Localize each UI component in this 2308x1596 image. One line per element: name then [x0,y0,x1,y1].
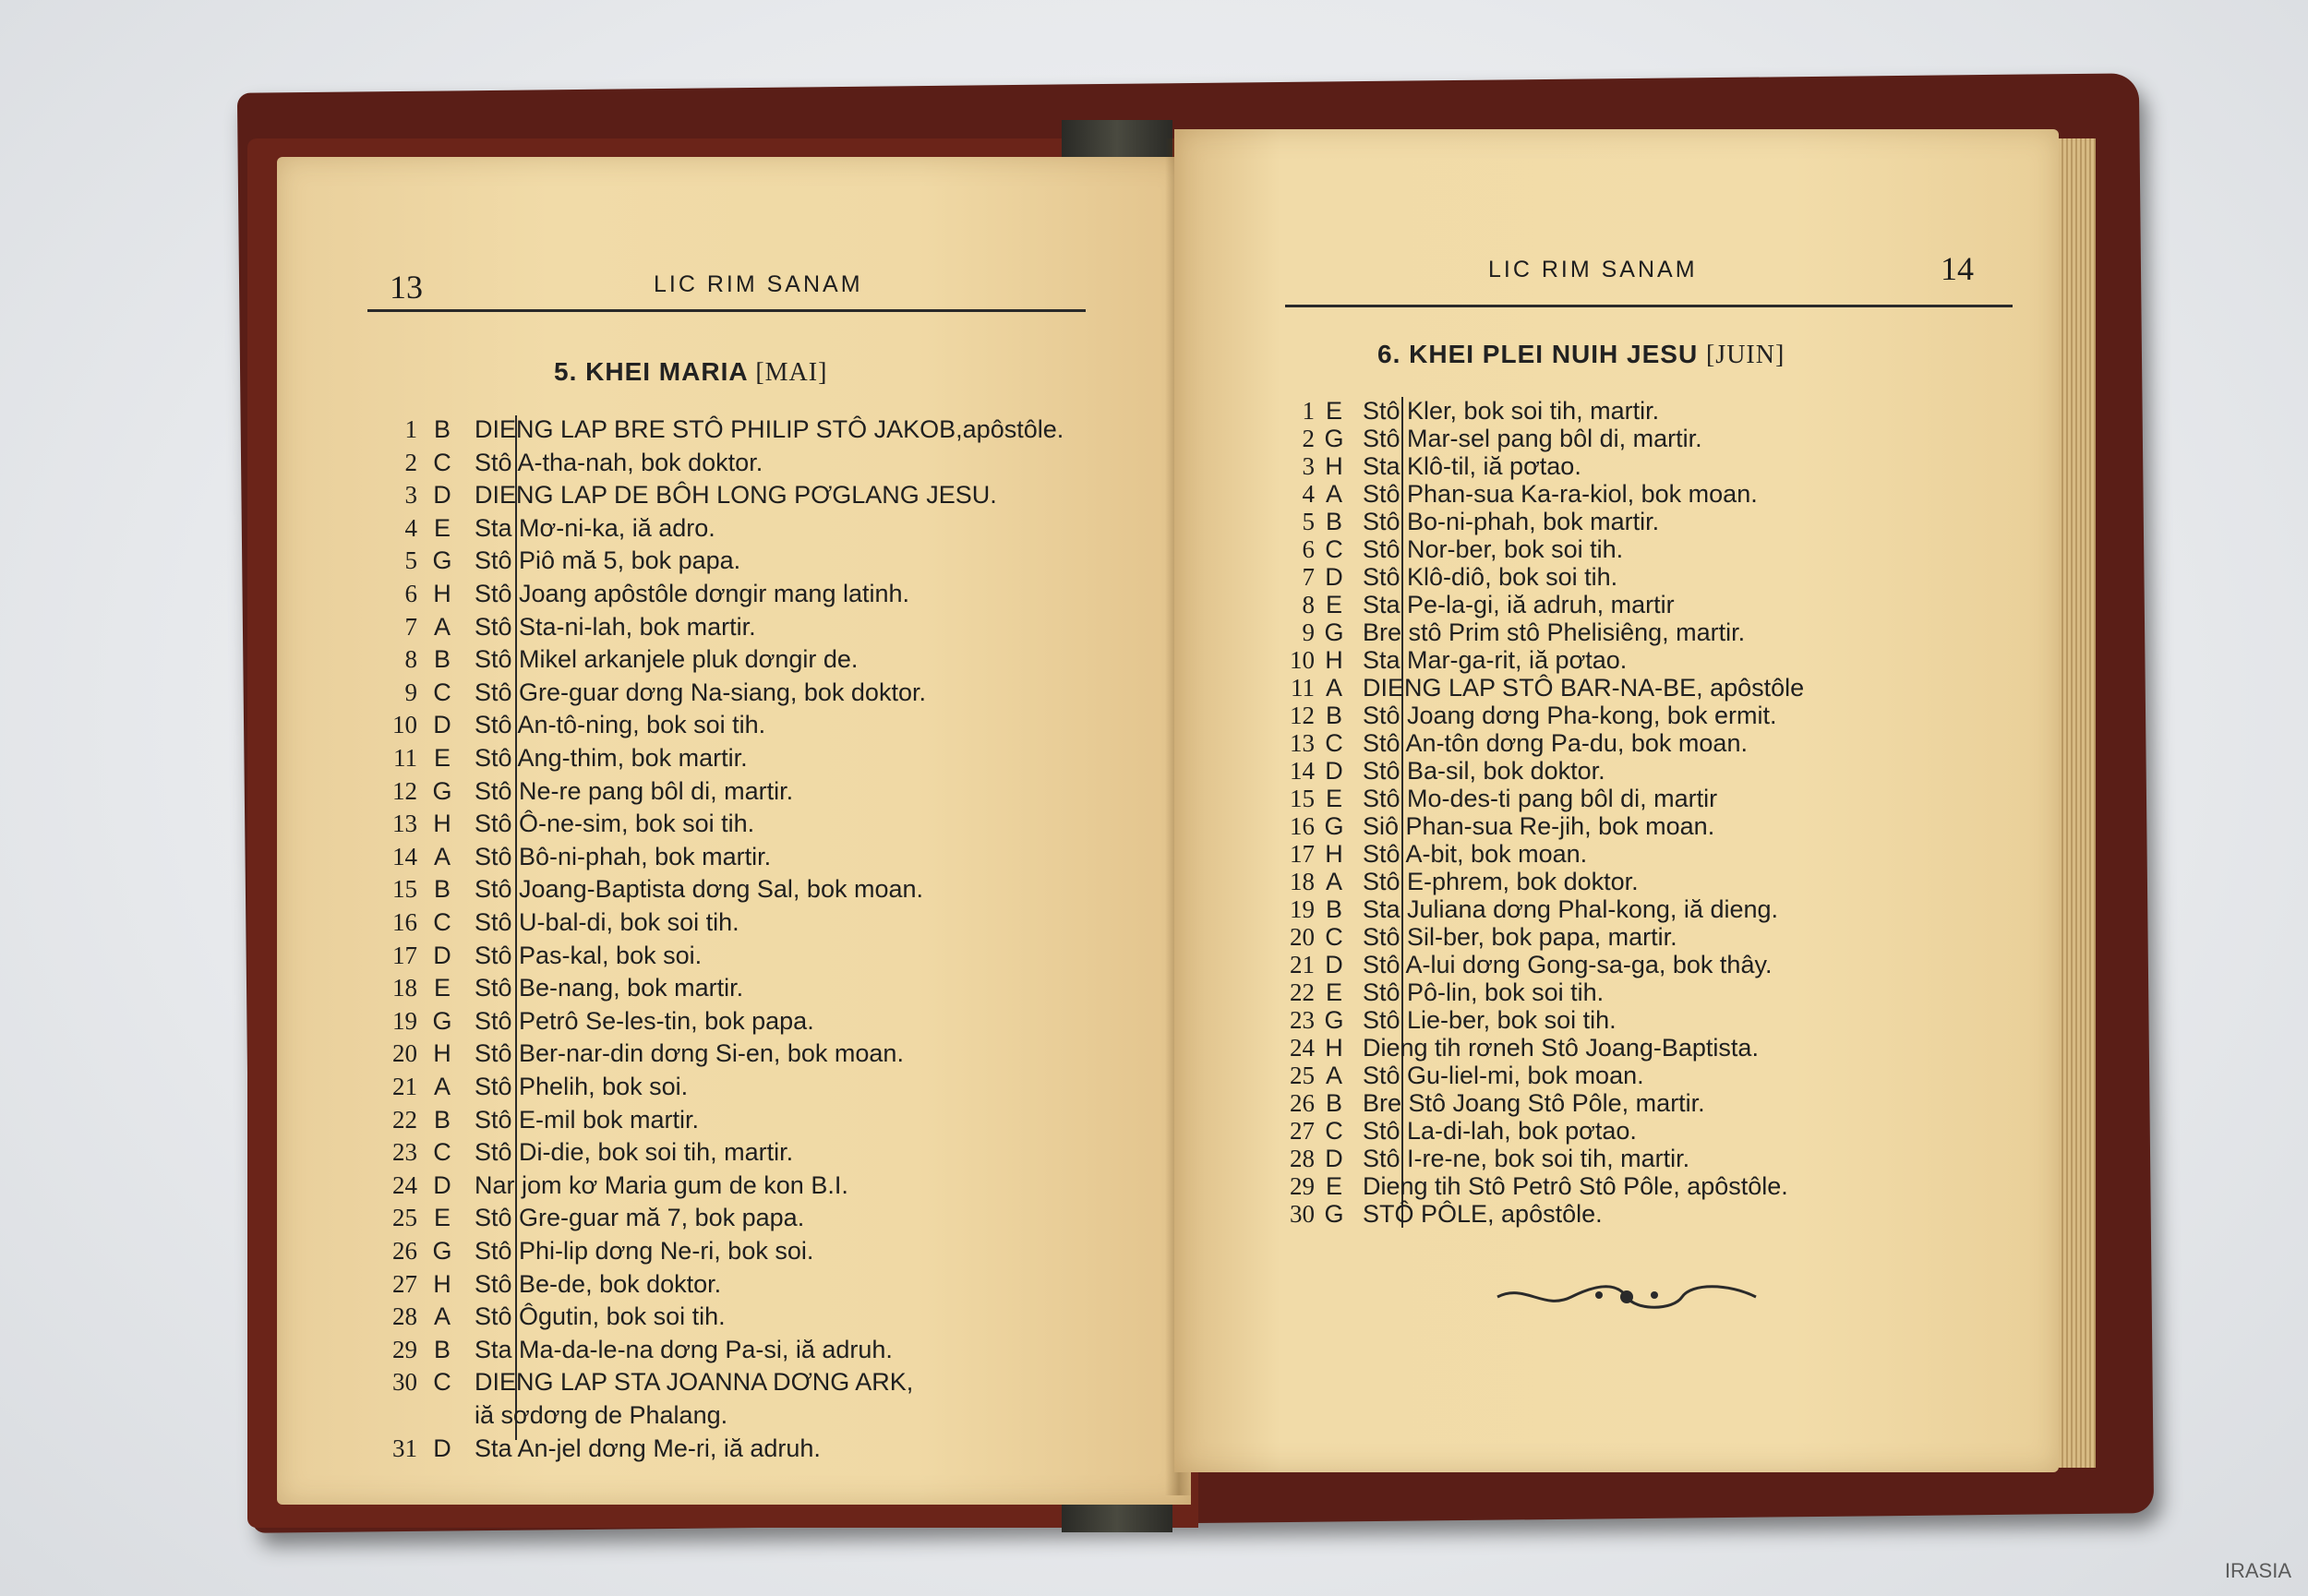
saint-text: Stô Bo-ni-phah, bok martir. [1363,508,1660,535]
page-edges [2059,138,2096,1468]
dominical-letter: H [433,1269,451,1298]
calendar-list [369,415,1182,1462]
saint-text: Stô An-tôn dơng Pa-du, bok moan. [1363,729,1748,757]
dominical-letter: C [1325,729,1343,757]
day-number: 1 [1302,397,1315,425]
saint-text: Bre stô Prim stô Phelisiêng, martir. [1363,618,1746,646]
dominical-letter: E [433,513,451,542]
saint-text: Sta Pe-la-gi, iă adruh, martir [1363,591,1675,618]
day-number: 8 [404,645,417,674]
dominical-letter: G [1324,1006,1344,1034]
saint-text: Stô Sta-ni-lah, bok martir. [475,612,756,641]
day-number: 15 [1290,785,1315,812]
day-number: 29 [1290,1172,1315,1200]
saint-text: STÔ PÔLE, apôstôle. [1363,1200,1603,1228]
day-number: 20 [392,1039,417,1068]
day-number: 22 [1290,978,1315,1006]
month-heading-title: 5. KHEI MARIA [554,357,748,386]
saint-text: DIENG LAP DE BÔH LONG PƠGLANG JESU. [475,481,997,510]
dominical-letter: D [1325,563,1343,591]
saint-text: Stô Sil-ber, bok papa, martir. [1363,923,1677,951]
saint-text: Stô Nor-ber, bok soi tih. [1363,535,1624,563]
saint-text: Stô I-re-ne, bok soi tih, martir. [1363,1145,1690,1172]
day-number: 21 [1290,951,1315,978]
saint-text: Stô Pas-kal, bok soi. [475,941,703,969]
saint-text: Stô An-tô-ning, bok soi tih. [475,711,766,739]
day-number: 5 [404,546,417,575]
dominical-letter: D [433,1434,451,1462]
dominical-letter: B [433,415,451,443]
saint-text: Stô Mikel arkanjele pluk dơngir de. [475,645,859,674]
saint-text: Sta Mơ-ni-ka, iă adro. [475,513,715,542]
dominical-letter: D [1325,1145,1343,1172]
saint-text: Stô Pô-lin, bok soi tih. [1363,978,1605,1006]
day-number: 12 [1290,702,1315,729]
dominical-letter: B [433,1335,451,1363]
dominical-letter: E [1325,591,1342,618]
dominical-letter: C [1325,535,1343,563]
right-page [1174,129,2059,1472]
saint-text: Stô Gu-liel-mi, bok moan. [1363,1062,1644,1089]
dominical-letter: A [433,612,451,641]
calendar-list [1267,397,2051,1320]
saint-text: iă sơdơng de Phalang. [475,1401,728,1429]
day-number: 12 [392,776,417,805]
day-number: 30 [1290,1200,1315,1228]
dominical-letter: A [1325,1062,1342,1089]
day-number: 29 [392,1335,417,1363]
dominical-letter: A [1325,480,1342,508]
saint-text: Stô Phelih, bok soi. [475,1073,689,1100]
saint-text: Sta Mar-ga-rit, iă pơtao. [1363,646,1628,674]
dominical-letter: E [433,1204,451,1232]
day-number: 10 [392,711,417,739]
month-heading [1377,340,1785,370]
running-head: LIC RIM SANAM [654,271,863,297]
dominical-letter: G [432,1006,452,1035]
saint-text: Stô Piô mă 5, bok papa. [475,546,741,575]
dominical-letter: G [1324,1200,1344,1228]
dominical-letter: B [1325,895,1342,923]
saint-text: Siô Phan-sua Re-jih, bok moan. [1363,812,1715,840]
day-number: 1 [404,415,417,443]
dominical-letter: E [433,974,451,1002]
day-number: 18 [392,974,417,1002]
day-number: 31 [392,1434,417,1462]
day-number: 6 [1302,535,1315,563]
dominical-letter: C [433,908,451,936]
saint-text: Dieng tih rơneh Stô Joang-Baptista. [1363,1034,1759,1062]
day-number: 14 [392,842,417,870]
saint-text: Stô Lie-ber, bok soi tih. [1363,1006,1617,1034]
day-number: 28 [392,1302,417,1331]
day-number: 13 [1290,729,1315,757]
dominical-letter: E [433,744,451,772]
month-heading-month: [JUIN] [1705,341,1785,369]
saint-text: Stô Di-die, bok soi tih, martir. [475,1138,794,1167]
dominical-letter: G [432,1237,452,1265]
dominical-letter: A [433,842,451,870]
page-number: 14 [1941,250,1974,287]
saint-text: Stô U-bal-di, bok soi tih. [475,908,739,936]
saint-text: Stô Ô-ne-sim, bok soi tih. [475,810,755,838]
day-number: 9 [404,678,417,706]
day-number: 16 [392,908,417,936]
saint-text: Stô Be-nang, bok martir. [475,974,744,1002]
saint-text: Stô E-mil bok martir. [475,1105,700,1134]
day-number: 26 [392,1237,417,1265]
saint-text: Stô Ne-re pang bôl di, martir. [475,776,794,805]
day-number: 10 [1290,646,1315,674]
dominical-letter: E [1325,978,1342,1006]
day-number: 11 [393,744,417,772]
dominical-letter: D [433,1170,451,1199]
saint-text: Stô Ang-thim, bok martir. [475,744,748,772]
saint-text: Nar jom kơ Maria gum de kon B.I. [475,1170,848,1199]
day-number: 25 [1290,1062,1315,1089]
dominical-letter: G [1324,425,1344,452]
day-number: 3 [1302,452,1315,480]
running-head: LIC RIM SANAM [1488,257,1698,282]
day-number: 19 [392,1006,417,1035]
saint-text: Stô Be-de, bok doktor. [475,1269,722,1298]
day-number: 8 [1302,591,1315,618]
saint-text: DIENG LAP BRE STÔ PHILIP STÔ JAKOB,apôstôle. [475,415,1064,443]
saint-text: Sta Klô-til, iă pơtao. [1363,452,1581,480]
dominical-letter: C [433,1138,451,1167]
day-number: 23 [392,1138,417,1167]
saint-text: Sta An-jel dơng Me-ri, iă adruh. [475,1434,821,1462]
dominical-letter: C [433,448,451,476]
day-number: 6 [404,580,417,607]
day-number: 2 [1302,425,1315,452]
dominical-letter: H [1325,840,1343,868]
dominical-letter: A [433,1073,451,1100]
ornament-flourish-icon [1488,1278,1765,1315]
saint-text: Sta Juliana dơng Phal-kong, iă dieng. [1363,895,1779,923]
dominical-letter: B [433,1105,451,1134]
dominical-letter: D [433,941,451,969]
day-number: 21 [392,1073,417,1100]
day-number: 22 [392,1105,417,1134]
header-rule [1285,305,2013,307]
day-number: 15 [392,875,417,904]
day-number: 26 [1290,1089,1315,1117]
day-number: 17 [1290,840,1315,868]
dominical-letter: E [1325,1172,1342,1200]
saint-text: Stô A-bit, bok moan. [1363,840,1588,868]
dominical-letter: A [1325,868,1342,895]
dominical-letter: G [432,776,452,805]
dominical-letter: D [433,481,451,510]
day-number: 27 [392,1269,417,1298]
dominical-letter: C [433,678,451,706]
day-number: 16 [1290,812,1315,840]
saint-text: DIENG LAP STÔ BAR-NA-BE, apôstôle [1363,674,1805,702]
saint-text: Stô Ba-sil, bok doktor. [1363,757,1605,785]
dominical-letter: E [1325,785,1342,812]
saint-text: Stô Joang-Baptista dơng Sal, bok moan. [475,875,923,904]
saint-text: Stô Kler, bok soi tih, martir. [1363,397,1660,425]
dominical-letter: C [1325,1117,1343,1145]
saint-text: Stô Gre-guar mă 7, bok papa. [475,1204,805,1232]
dominical-letter: G [1324,812,1344,840]
saint-text: Stô Mo-des-ti pang bôl di, martir [1363,785,1718,812]
dominical-letter: G [432,546,452,575]
dominical-letter: H [433,580,451,607]
saint-text: Stô Gre-guar dơng Na-siang, bok doktor. [475,678,926,706]
dominical-letter: A [433,1302,451,1331]
day-number: 24 [1290,1034,1315,1062]
day-number: 25 [392,1204,417,1232]
saint-text: Stô Bô-ni-phah, bok martir. [475,842,772,870]
saint-text: Stô Klô-diô, bok soi tih. [1363,563,1618,591]
dominical-letter: C [433,1368,451,1397]
dominical-letter: A [1325,674,1342,702]
day-number: 13 [392,810,417,838]
day-number: 30 [392,1368,417,1397]
saint-text: Sta Ma-da-le-na dơng Pa-si, iă adruh. [475,1335,893,1363]
day-number: 24 [392,1170,417,1199]
header-rule [367,309,1086,312]
dominical-letter: B [1325,702,1342,729]
saint-text: Stô La-di-lah, bok pơtao. [1363,1117,1637,1145]
saint-text: Stô Joang apôstôle dơngir mang latinh. [475,580,910,607]
day-number: 17 [392,941,417,969]
dominical-letter: H [1325,646,1343,674]
day-number: 19 [1290,895,1315,923]
saint-text: Stô Mar-sel pang bôl di, martir. [1363,425,1702,452]
dominical-letter: B [1325,1089,1342,1117]
day-number: 4 [404,513,417,542]
saint-text: DIENG LAP STA JOANNA DƠNG ARK, [475,1368,914,1397]
watermark-credit: IRASIA [2224,1559,2291,1582]
day-number: 23 [1290,1006,1315,1034]
saint-text: Stô Petrô Se-les-tin, bok papa. [475,1006,814,1035]
day-number: 2 [404,448,417,476]
month-heading-title: 6. KHEI PLEI NUIH JESU [1377,340,1699,368]
dominical-letter: H [1325,452,1343,480]
dominical-letter: E [1325,397,1342,425]
dominical-letter: D [1325,757,1343,785]
left-page [277,157,1191,1505]
day-number: 9 [1302,618,1315,646]
dominical-letter: H [1325,1034,1343,1062]
dominical-letter: B [1325,508,1342,535]
saint-text: Stô Ber-nar-din dơng Si-en, bok moan. [475,1039,904,1068]
day-number: 28 [1290,1145,1315,1172]
dominical-letter: B [433,875,451,904]
day-number: 11 [1291,674,1315,702]
day-number: 14 [1290,757,1315,785]
saint-text: Stô Ôgutin, bok soi tih. [475,1302,726,1331]
saint-text: Stô Phan-sua Ka-ra-kiol, bok moan. [1363,480,1758,508]
day-number: 4 [1302,480,1315,508]
dominical-letter: H [433,1039,451,1068]
day-number: 7 [404,612,417,641]
day-number: 20 [1290,923,1315,951]
saint-text: Bre Stô Joang Stô Pôle, martir. [1363,1089,1705,1117]
day-number: 27 [1290,1117,1315,1145]
month-heading-month: [MAI] [755,358,828,387]
dominical-letter: H [433,810,451,838]
dominical-letter: D [433,711,451,739]
dominical-letter: G [1324,618,1344,646]
day-number: 18 [1290,868,1315,895]
dominical-letter: C [1325,923,1343,951]
day-number: 5 [1302,508,1315,535]
saint-text: Stô E-phrem, bok doktor. [1363,868,1639,895]
saint-text: Stô Phi-lip dơng Ne-ri, bok soi. [475,1237,814,1265]
month-heading [554,357,827,388]
page-number: 13 [390,269,423,306]
day-number: 7 [1302,563,1315,591]
saint-text: Stô A-lui dơng Gong-sa-ga, bok thây. [1363,951,1773,978]
dominical-letter: D [1325,951,1343,978]
saint-text: Stô Joang dơng Pha-kong, bok ermit. [1363,702,1777,729]
dominical-letter: B [433,645,451,674]
day-number: 3 [404,481,417,510]
saint-text: Dieng tih Stô Petrô Stô Pôle, apôstôle. [1363,1172,1788,1200]
saint-text: Stô A-tha-nah, bok doktor. [475,448,763,476]
